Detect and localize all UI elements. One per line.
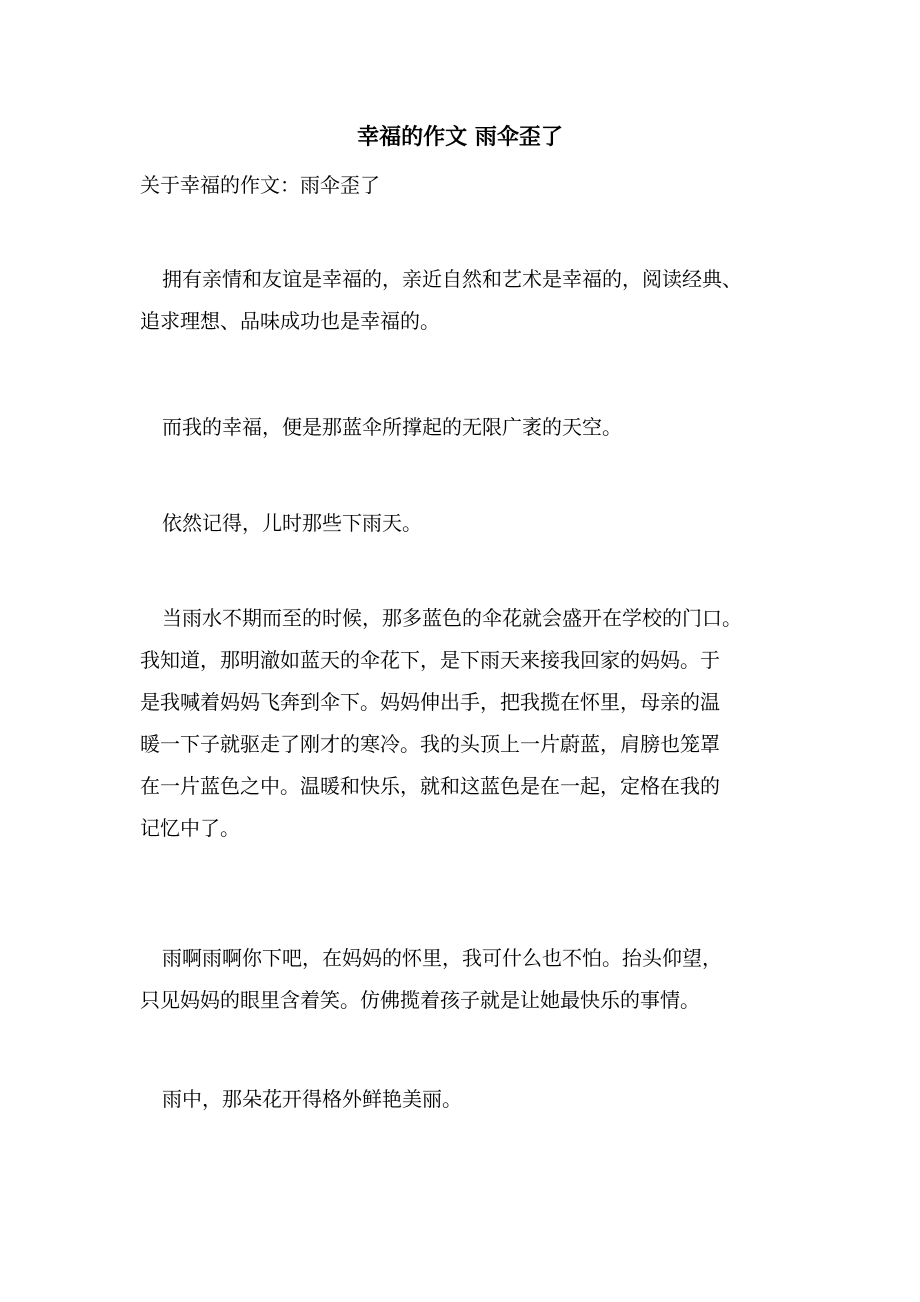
document-subtitle: 关于幸福的作文：雨伞歪了: [140, 173, 380, 197]
paragraph: [140, 1078, 800, 1120]
paragraph: [140, 406, 800, 448]
paragraph-line: 暖一下子就驱走了刚才的寒冷。我的头顶上一片蔚蓝，肩膀也笼罩: [140, 732, 720, 756]
paragraph: [140, 597, 800, 849]
paragraph: [140, 937, 800, 1021]
paragraph-line: 依然记得，儿时那些下雨天。: [162, 511, 422, 535]
paragraph-line: 雨中，那朵花开得格外鲜艳美丽。: [162, 1087, 462, 1111]
paragraph-line: 雨啊雨啊你下吧，在妈妈的怀里，我可什么也不怕。抬头仰望，: [162, 946, 722, 970]
paragraph-line: 当雨水不期而至的时候，那多蓝色的伞花就会盛开在学校的门口。: [162, 606, 742, 630]
paragraph-line: 是我喊着妈妈飞奔到伞下。妈妈伸出手，把我揽在怀里，母亲的温: [140, 690, 720, 714]
paragraph-line: 我知道，那明澈如蓝天的伞花下，是下雨天来接我回家的妈妈。于: [140, 648, 720, 672]
paragraph-line: 只见妈妈的眼里含着笑。仿佛揽着孩子就是让她最快乐的事情。: [140, 988, 700, 1012]
document-title: 幸福的作文 雨伞歪了: [357, 124, 563, 150]
paragraph-line: 而我的幸福，便是那蓝伞所撑起的无限广袤的天空。: [162, 415, 622, 439]
paragraph-line: 拥有亲情和友谊是幸福的，亲近自然和艺术是幸福的，阅读经典、: [162, 267, 742, 291]
paragraph: [140, 502, 800, 544]
paragraph: [140, 258, 800, 342]
paragraph-line: 记忆中了。: [140, 816, 240, 840]
paragraph-line: 在一片蓝色之中。温暖和快乐，就和这蓝色是在一起，定格在我的: [140, 774, 720, 798]
paragraph-line: 追求理想、品味成功也是幸福的。: [140, 309, 440, 333]
